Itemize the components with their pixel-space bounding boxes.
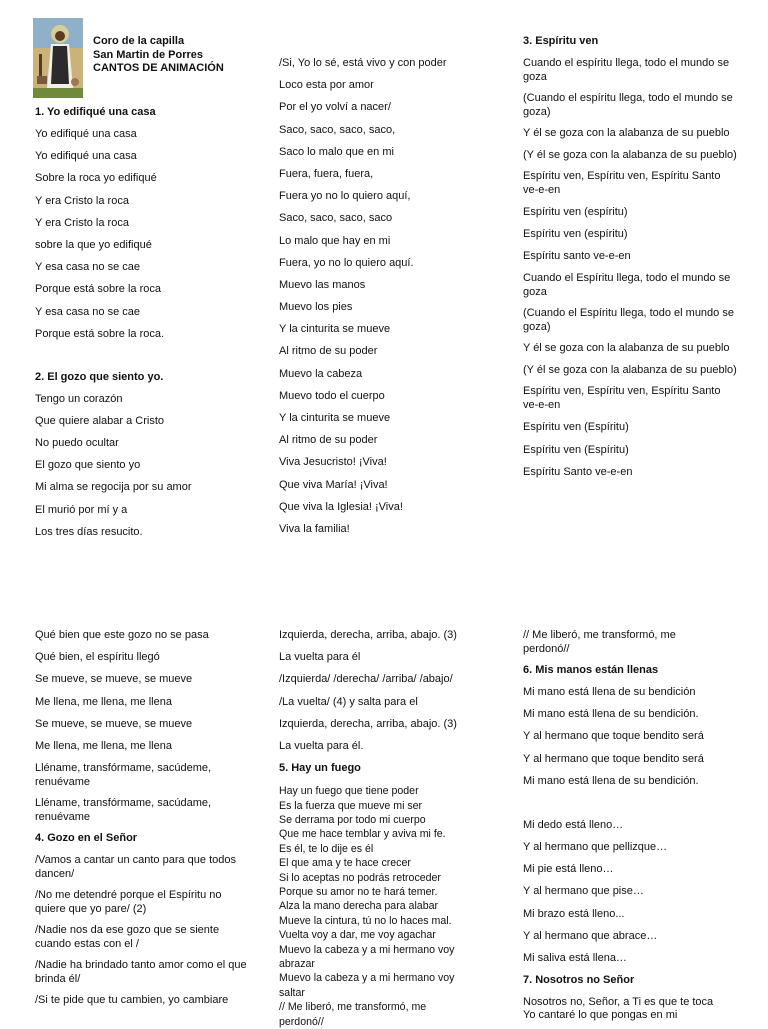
lyric-line: Saco, saco, saco, saco: [279, 212, 393, 225]
lyric-line: El que ama y te hace crecer: [279, 857, 411, 870]
lyric-line: // Me liberó, me transformó, me perdonó//: [523, 629, 676, 655]
lyric-line: Muevo todo el cuerpo: [279, 389, 385, 402]
lyric-line: Fuera, yo no lo quiero aquí.: [279, 256, 414, 269]
lyric-line: Espíritu Santo ve-e-en: [523, 465, 633, 478]
column-1-top: [35, 106, 267, 539]
lyric-line: Al ritmo de su poder: [279, 345, 378, 358]
lyric-line: Hay un fuego que tiene poder: [279, 785, 419, 798]
document-header: [33, 18, 263, 98]
lyric-line: Viva la familia!: [279, 522, 350, 535]
lyric-line: Porque está sobre la roca: [35, 283, 161, 296]
song-7-lyrics: [523, 996, 738, 1022]
lyric-line: Izquierda, derecha, arriba, abajo. (3): [279, 629, 457, 641]
lyric-line: Y la cinturita se mueve: [279, 412, 391, 424]
lyric-line: Si lo aceptas no podrás retroceder: [279, 871, 441, 884]
lyric-line: Tengo un corazón: [35, 392, 123, 405]
lyric-line: Que quiere alabar a Cristo: [35, 414, 165, 427]
lyric-line: Muevo la cabeza y a mi hermano voy abrazar: [279, 943, 455, 970]
song-5-title: 5. Hay un fuego: [279, 762, 361, 775]
song-5-lyrics: [279, 784, 509, 1029]
column-1-bottom: [35, 629, 255, 1007]
lyric-line: Es la fuerza que mueve mi ser: [279, 799, 423, 812]
lyric-line: Mi mano está llena de su bendición.: [523, 774, 699, 787]
song-6-lyrics: [523, 686, 738, 965]
lyric-line: Se derrama por todo mi cuerpo: [279, 813, 426, 826]
lyric-line: Mueve la cintura, tú no lo haces mal.: [279, 914, 452, 927]
saint-illustration: [33, 18, 83, 98]
lyric-line: Lo malo que hay en mi: [279, 234, 391, 247]
lyric-line: Mi dedo está lleno…: [523, 818, 624, 831]
song-2-lyrics: [35, 393, 267, 539]
lyric-line: Lléname, transfórmame, sacúdeme, renuévame: [35, 762, 212, 788]
chapel-name-line: San Martin de Porres: [93, 48, 204, 61]
lyric-line: No puedo ocultar: [35, 437, 119, 450]
lyric-line: (Cuando el Espíritu llega, todo el mundo se goza): [523, 307, 734, 333]
lyric-line: /Si, Yo lo sé, está vivo y con poder: [279, 57, 447, 69]
lyric-line: Izquierda, derecha, arriba, abajo. (3): [279, 717, 457, 730]
song-4-title: 4. Gozo en el Señor: [35, 832, 138, 845]
lyric-line: /Nadie nos da ese gozo que se siente cuando estas con el /: [35, 924, 220, 950]
lyric-line: Y era Cristo la roca: [35, 216, 129, 229]
lyric-line: Que viva la Iglesia! ¡Viva!: [279, 500, 403, 513]
lyric-line: Y al hermano que pise…: [523, 885, 644, 898]
column-3-top: [523, 35, 738, 479]
lyric-line: Qué bien que este gozo no se pasa: [35, 629, 209, 641]
song-3-title: 3. Espíritu ven: [523, 35, 599, 47]
lyric-line: La vuelta para él: [279, 651, 361, 664]
lyric-line: sobre la que yo edifiqué: [35, 238, 152, 251]
lyric-line: Porque su amor no te hará temer.: [279, 885, 438, 898]
lyric-line: /Vamos a cantar un canto para que todos dancen/: [35, 854, 236, 880]
lyric-line: Y al hermano que toque bendito será: [523, 752, 704, 765]
lyric-line: Espíritu ven, Espíritu ven, Espíritu Santo ve-e-en: [523, 170, 721, 196]
lyric-line: Cuando el espíritu llega, todo el mundo se goza: [523, 57, 730, 83]
lyric-line: Espíritu santo ve-e-en: [523, 250, 631, 263]
lyric-line: Y él se goza con la alabanza de su pueblo: [523, 342, 730, 355]
lyric-line: Mi alma se regocija por su amor: [35, 481, 192, 494]
song-1-lyrics: [35, 128, 267, 341]
lyric-line: Se mueve, se mueve, se mueve: [35, 673, 193, 686]
lyric-line: Muevo los pies: [279, 301, 353, 314]
lyric-line: Yo cantaré lo que pongas en mi: [523, 1008, 678, 1021]
lyric-line: Mi mano está llena de su bendición.: [523, 708, 699, 721]
songbook-title: CANTOS DE ANIMACIÓN: [93, 62, 224, 74]
lyric-line: (Y él se goza con la alabanza de su pueblo): [523, 148, 737, 161]
lyric-line: Espíritu ven (espíritu): [523, 228, 628, 241]
lyric-line: Saco, saco, saco, saco,: [279, 123, 396, 136]
chapel-choir-line: Coro de la capilla: [93, 35, 185, 47]
lyric-line: Y esa casa no se cae: [35, 305, 140, 318]
song-4-lyrics: [35, 854, 255, 1007]
lyric-line: Espíritu ven, Espíritu ven, Espíritu Santo ve-e-en: [523, 385, 721, 411]
lyric-line: (Y él se goza con la alabanza de su pueblo): [523, 363, 737, 376]
lyric-line: Sobre la roca yo edifiqué: [35, 172, 157, 185]
lyric-line: Que me hace temblar y aviva mi fe.: [279, 828, 446, 841]
lyric-line: Los tres días resucito.: [35, 525, 143, 538]
song-1-title: 1. Yo edifiqué una casa: [35, 106, 156, 118]
lyric-line: Y al hermano que toque bendito será: [523, 730, 704, 743]
lyric-line: Espíritu ven (espíritu): [523, 206, 628, 218]
lyric-line: Lléname, transfórmame, sacúdame, renuévame: [35, 797, 212, 823]
lyric-line: Loco esta por amor: [279, 79, 374, 92]
lyric-line: /Si te pide que tu cambien, yo cambiare: [35, 994, 229, 1007]
lyric-line: /No me detendré porque el Espíritu no quiere que yo pare/ (2): [35, 889, 222, 915]
song-7-title: 7. Nosotros no Señor: [523, 973, 635, 986]
column-2-bottom: [279, 629, 509, 1029]
song-2-title: 2. El gozo que siento yo.: [35, 370, 164, 383]
lyric-line: El murió por mí y a: [35, 503, 128, 516]
stanza-gap: [523, 788, 738, 819]
header-title-block: [93, 35, 224, 76]
lyric-line: Fuera yo no lo quiero aquí,: [279, 190, 411, 203]
lyric-line: Mi saliva está llena…: [523, 951, 627, 964]
lyric-line: Y esa casa no se cae: [35, 261, 140, 274]
lyric-line: Que viva María! ¡Viva!: [279, 478, 388, 491]
lyric-line: Mi brazo está lleno...: [523, 907, 625, 920]
lyric-line: Mi pie está lleno…: [523, 863, 614, 876]
column-2-top: [279, 57, 511, 536]
lyric-line: Muevo la cabeza y a mi hermano voy saltar: [279, 972, 455, 999]
lyric-line: Me llena, me llena, me llena: [35, 695, 172, 708]
song-3-lyrics: [523, 57, 738, 479]
lyric-line: Muevo las manos: [279, 278, 366, 291]
song-6-title: 6. Mis manos están llenas: [523, 664, 659, 676]
lyric-line: Vuelta voy a dar, me voy agachar: [279, 929, 436, 942]
lyric-line: Muevo la cabeza: [279, 367, 363, 380]
lyric-line: Yo edifiqué una casa: [35, 128, 137, 140]
lyric-line: Y al hermano que pellizque…: [523, 840, 668, 853]
lyric-line: Mi mano está llena de su bendición: [523, 686, 696, 698]
lyric-line: Fuera, fuera, fuera,: [279, 167, 374, 180]
lyric-line: Y él se goza con la alabanza de su pueblo: [523, 127, 730, 139]
lyric-line: Me llena, me llena, me llena: [35, 739, 172, 752]
lyric-line: Espíritu ven (Espíritu): [523, 421, 629, 434]
column-3-bottom: [523, 629, 738, 1022]
lyric-line: Y al hermano que abrace…: [523, 929, 658, 942]
lyric-line: Alza la mano derecha para alabar: [279, 900, 439, 913]
lyric-line: Nosotros no, Señor, a Ti es que te toca: [523, 995, 714, 1008]
lyric-line: Al ritmo de su poder: [279, 434, 378, 447]
lyric-line: Cuando el Espíritu llega, todo el mundo se goza: [523, 272, 731, 298]
lyric-line: Se mueve, se mueve, se mueve: [35, 717, 193, 730]
lyric-line: Espíritu ven (Espíritu): [523, 443, 629, 456]
lyric-line: /La vuelta/ (4) y salta para el: [279, 695, 418, 708]
lyric-line: Y la cinturita se mueve: [279, 323, 391, 336]
lyric-line: Porque está sobre la roca.: [35, 327, 165, 340]
lyric-line: (Cuando el espíritu llega, todo el mundo se goza): [523, 92, 733, 118]
lyric-line: La vuelta para él.: [279, 739, 364, 752]
lyric-line: // Me liberó, me transformó, me perdonó//: [279, 1001, 427, 1028]
lyric-line: Saco lo malo que en mi: [279, 145, 394, 158]
lyric-line: Viva Jesucristo! ¡Viva!: [279, 456, 387, 469]
lyric-line: /Izquierda/ /derecha/ /arriba/ /abajo/: [279, 673, 453, 686]
lyric-line: Yo edifiqué una casa: [35, 150, 137, 163]
lyric-line: /Nadie ha brindado tanto amor como el que brinda él/: [35, 959, 247, 985]
lyric-line: Por el yo volví a nacer/: [279, 101, 391, 114]
lyric-line: Es él, te lo dije es él: [279, 842, 374, 855]
lyric-line: Y era Cristo la roca: [35, 194, 129, 207]
lyric-line: Qué bien, el espíritu llegó: [35, 651, 160, 664]
lyric-line: El gozo que siento yo: [35, 459, 141, 472]
